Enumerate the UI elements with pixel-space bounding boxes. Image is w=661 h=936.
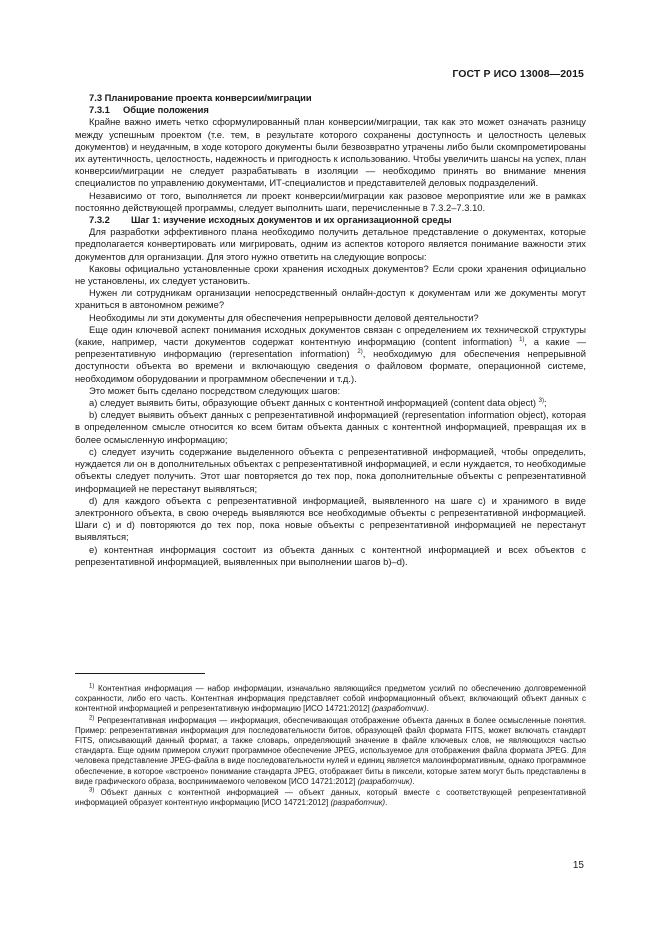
- main-text: [75, 92, 586, 568]
- section-7-3-1-heading: [75, 104, 586, 116]
- section-7-3-2-heading: [75, 214, 586, 226]
- section-7-3-heading: 7.3 Планирование проекта конверсии/миграции: [89, 92, 312, 103]
- question-item: Необходимы ли эти документы для обеспечения непрерывности деловой деятельности?: [89, 311, 479, 323]
- list-item: d) для каждого объекта с репрезентативной информацией, выявленного на шаге с) и хранимого в виде электронного объекта, в свою очередь выявляются все необходимые объекты с репрезентативной информацией. Шаги с) и d) повторяются до тех пор, пока новые объекты с репрезентативной информацией не перестанут выявляться;: [75, 494, 586, 543]
- footnote: $^{2)}$ Репрезентативная информация — информация, обеспечивающая отображение объекта данных в более осмысленные понятия. Пример: репрезентативная информация для последовательности битов, образующей файл формата FITS, может включать стандарт FITS, описывающий данный формат, а также словарь, определяющий значение в файле ключевых слов, не являющихся частью стандарта. Еще одним примером служит программное обеспечение JPEG, используемое для отображения файла формата JPEG. Для человека представление JPEG-файла в виде последовательности нулей и единиц является малоинформативным, однако программное обеспечение, в которое «встроено» понимание стандарта JPEG, отображает биты в пиксели, которые затем могут быть представлены в виде графического образа, воспринимаемого человеком [ИСО 14721:2012] (разработчик).: [75, 714, 586, 786]
- list-item: b) следует выявить объект данных с репрезентативной информацией (representation information object), которая в определенном смысле относится ко всем битам объекта данных с контентной информацией, превращая их в более осмысленную информацию;: [75, 409, 586, 445]
- section-number: 7.3.2: [89, 214, 110, 226]
- question-item: Нужен ли сотрудникам организации непосредственный онлайн-доступ к документам или же документы могут храниться в автономном режиме?: [75, 287, 586, 311]
- paragraph: Для разработки эффективного плана необходимо получить детальное представление о документах, которые предполагается конвертировать или мигрировать, одним из аспектов которого является понимание важности этих документов для организации. Для этого нужно ответить на следующие вопросы:: [75, 226, 586, 262]
- paragraph: Независимо от того, выполняется ли проект конверсии/миграции как разовое мероприятие или же в рамках постоянно действующей программы, следует выполнить шаги, перечисленные в 7.3.2–7.3.10.: [75, 189, 586, 213]
- footnote-ref: 1): [519, 336, 525, 343]
- list-item: а) следует выявить биты, образующие объект данных с контентной информацией (content data object) $^{3)}$;: [89, 397, 547, 409]
- footnote: $^{1)}$ Контентная информация — набор информации, изначально являющийся предметом усилий по обеспечению долговременной сохранности, либо его часть. Контентная информация представляет собой информационный объект, включающий объект данных с контентной информацией и репрезентативную информацию [ИСО 14721:2012] (разработчик).: [75, 683, 586, 714]
- footnote-divider: [75, 673, 205, 674]
- footnotes: [75, 684, 586, 809]
- paragraph: Это может быть сделано посредством следующих шагов:: [89, 384, 341, 396]
- section-number: 7.3.1: [89, 104, 110, 116]
- question-item: Каковы официально установленные сроки хранения исходных документов? Если сроки хранения официально не установлены, их следует установить.: [75, 262, 586, 287]
- section-title: Общие положения: [123, 104, 209, 116]
- list-item: с) следует изучить содержание выделенного объекта с репрезентативной информацией, чтобы определить, нуждается ли он в дополнительных объектах с репрезентативной информацией, и если нуждается, то необходимые объекты следует получить. Этот шаг повторяется до тех пор, пока дополнительные объекты с репрезентативной информацией не перестанут выявляться;: [75, 445, 586, 494]
- paragraph: Крайне важно иметь четко сформулированный план конверсии/миграции, так как это может означать разницу между успешным проектом (т.е. тем, в результате которого сохранены доступность и целостность целевых документов) и неудачным, в ходе которого документы были безвозвратно утрачены либо были скомпрометированы их аутентичность, целостность, надежность и пригодность к использованию. Чтобы увеличить шансы на успех, план конверсии/миграции не следует разрабатывать в изоляции — необходимо принять во внимание мнения специалистов по управлению документами, ИТ-специалистов и представителей деловых подразделений.: [75, 116, 586, 189]
- page-number: 15: [572, 860, 584, 871]
- document-header-code: ГОСТ Р ИСО 13008—2015: [452, 68, 584, 80]
- footnote: $^{3)}$ Объект данных с контентной информацией — объект данных, который вместе с соответствующей репрезентативной информацией образует контентную информацию [ИСО 14721:2012] (разработчик).: [75, 787, 586, 808]
- section-title: Шаг 1: изучение исходных документов и их организационной среды: [131, 214, 452, 226]
- footnote-ref: 2): [357, 349, 363, 356]
- footnote-ref: 3): [538, 397, 544, 404]
- paragraph: Еще один ключевой аспект понимания исходных документов связан с определением их технической структуры (какие, например, части документов содержат контентную информацию (content information) $^{1)}$, а какие — репрезентативную информацию (representation information) $^{2)}$, необходимую для обеспечения непрерывной доступности объекта во времени и включающую сведения о файловом формате, операционной системе, необходимом оборудовании и программном обеспечении и т.д.).: [75, 323, 586, 384]
- list-item: е) контентная информация состоит из объекта данных с контентной информацией и всех объектов с репрезентативной информацией, выявленных при выполнении шагов b)–d).: [75, 543, 586, 567]
